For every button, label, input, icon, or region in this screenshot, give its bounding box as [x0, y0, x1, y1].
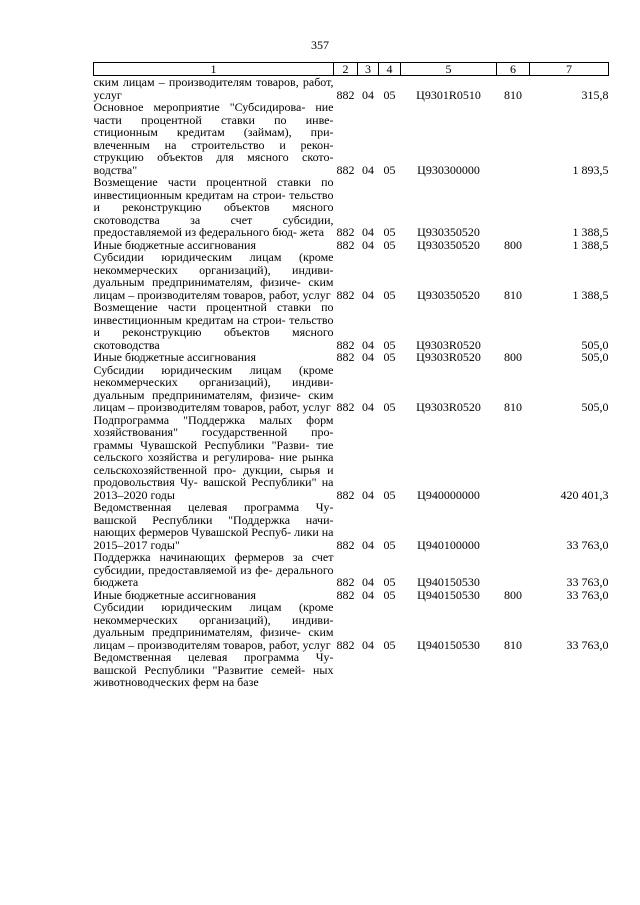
table-row: [94, 414, 609, 502]
target-article-code: Ц940150530: [417, 575, 480, 589]
expense-type-code: 800: [504, 587, 522, 602]
column-header: 6: [497, 63, 530, 76]
ministry-code: 882: [336, 87, 355, 102]
subsection-code: 05: [383, 287, 396, 302]
expense-type-code: [497, 501, 530, 551]
page-number: 357: [311, 38, 329, 52]
ministry-code: 882: [336, 637, 355, 652]
expense-type-code: 810: [504, 637, 522, 652]
expense-type-code: 810: [504, 400, 522, 414]
amount: 1 388,5: [572, 237, 609, 252]
expense-type-code: 800: [504, 237, 522, 252]
ministry-code: 882: [336, 237, 355, 252]
table-row: [94, 76, 609, 102]
section-code: 04: [362, 225, 374, 239]
target-article-code: Ц9303R0520: [416, 400, 481, 414]
row-description: Основное мероприятие "Субсидирова- ние части процентной ставки по инве- стиционным кредитам (займам), при- влеченным на строительство и рекон- струкцию объектов для мясного ското- водства": [93, 100, 334, 177]
column-header: 2: [334, 63, 358, 76]
subsection-code: 05: [383, 637, 396, 652]
table-row: [94, 101, 609, 176]
expense-type-code: [497, 101, 530, 176]
subsection-code: 05: [383, 350, 396, 364]
amount: 315,8: [581, 87, 609, 102]
target-article-code: Ц940150530: [417, 587, 480, 602]
expense-type-code: [497, 301, 530, 351]
amount: 33 763,0: [566, 537, 609, 552]
row-description: Субсидии юридическим лицам (кроме некоммерческих организаций), индиви- дуальным предпринимателям, физиче- ским лицам – производителям товаров, работ, услуг: [93, 250, 334, 302]
section-code: [358, 651, 379, 689]
amount: 1 893,5: [572, 162, 609, 177]
column-header: 5: [401, 63, 497, 76]
target-article-code: Ц940150530: [417, 637, 480, 652]
table-row: [94, 176, 609, 239]
expense-type-code: [497, 176, 530, 239]
section-code: 04: [362, 637, 374, 652]
section-code: 04: [362, 587, 374, 602]
section-code: 04: [362, 87, 374, 102]
target-article-code: Ц9303R0520: [416, 350, 481, 364]
amount: 505,0: [581, 350, 609, 364]
subsection-code: [379, 651, 401, 689]
section-code: 04: [362, 350, 374, 364]
row-description: Ведомственная целевая программа Чу- вашской Республики "Поддержка начи- нающих фермеров Чувашской Респуб- лики на 2015–2017 годы": [93, 500, 334, 552]
section-code: 04: [362, 337, 374, 352]
ministry-code: 882: [336, 575, 355, 589]
section-code: 04: [362, 537, 374, 552]
table-row: [94, 251, 609, 301]
expense-type-code: 810: [504, 87, 522, 102]
target-article-code: Ц930350520: [417, 225, 480, 239]
row-description: Субсидии юридическим лицам (кроме некоммерческих организаций), индиви- дуальным предпринимателям, физиче- ским лицам – производителям товаров, работ, услуг: [93, 600, 334, 652]
ministry-code: 882: [336, 337, 355, 352]
table-row: [94, 601, 609, 651]
target-article-code: Ц940000000: [417, 487, 480, 502]
target-article-code: Ц930350520: [417, 237, 480, 252]
subsection-code: 05: [383, 400, 396, 414]
amount: 420 401,3: [560, 487, 609, 502]
ministry-code: 882: [336, 587, 355, 602]
column-header: 1: [94, 63, 334, 76]
table-row: [94, 551, 609, 589]
section-code: 04: [362, 575, 374, 589]
expense-type-code: [497, 651, 530, 689]
amount: 33 763,0: [566, 637, 609, 652]
amount: [530, 651, 609, 689]
target-article-code: Ц9303R0520: [416, 337, 481, 352]
expense-type-code: 800: [504, 350, 522, 364]
row-description: Поддержка начинающих фермеров за счет субсидии, предоставляемой из фе- дерального бюджета: [93, 550, 334, 589]
section-code: 04: [362, 237, 374, 252]
amount: 505,0: [581, 400, 609, 414]
amount: 1 388,5: [572, 287, 609, 302]
table-body: [94, 76, 609, 689]
expense-type-code: [497, 414, 530, 502]
ministry-code: [334, 651, 358, 689]
table-row: [94, 351, 609, 364]
target-article-code: Ц930350520: [417, 287, 480, 302]
table-row: [94, 301, 609, 351]
column-header: 4: [379, 63, 401, 76]
table-row: [94, 364, 609, 414]
target-article-code: Ц930300000: [417, 162, 480, 177]
table-row: [94, 651, 609, 689]
subsection-code: 05: [383, 487, 396, 502]
row-description: Иные бюджетные ассигнования: [93, 237, 256, 252]
ministry-code: 882: [336, 225, 355, 239]
row-description: Субсидии юридическим лицам (кроме некоммерческих организаций), индиви- дуальным предпринимателям, физиче- ским лицам – производителям товаров, работ, услуг: [93, 362, 334, 414]
section-code: 04: [362, 400, 374, 414]
amount: 33 763,0: [566, 575, 609, 589]
expense-type-code: 810: [504, 287, 522, 302]
row-description: Иные бюджетные ассигнования: [93, 350, 256, 364]
row-description: Ведомственная целевая программа Чу- вашской Республики "Развитие семей- ных животноводческих ферм на базе: [93, 650, 334, 689]
amount: 33 763,0: [566, 587, 609, 602]
ministry-code: 882: [336, 287, 355, 302]
ministry-code: 882: [336, 162, 355, 177]
subsection-code: 05: [383, 337, 396, 352]
row-description: Иные бюджетные ассигнования: [93, 587, 256, 602]
target-article-code: [401, 651, 497, 689]
section-code: 04: [362, 162, 374, 177]
row-description: Возмещение части процентной ставки по инвестиционным кредитам на строи- тельство и реконструкцию объектов мясного скотоводства за счет субсидии, предоставляемой из федерального бюд- жета: [93, 175, 334, 239]
row-description: Возмещение части процентной ставки по инвестиционным кредитам на строи- тельство и реконструкцию объектов мясного скотоводства: [93, 300, 334, 352]
row-description: Подпрограмма "Поддержка малых форм хозяйствования" государственной про- граммы Чувашской Республики "Разви- тие сельского хозяйства и регулирова- ние рынка сельскохозяйственной про- дукции, сырья и продовольствия Чу- вашской Республики" на 2013–2020 годы: [93, 412, 334, 502]
subsection-code: 05: [383, 587, 396, 602]
budget-table: [93, 62, 609, 689]
table-row: [94, 501, 609, 551]
row-description: ским лицам – производителям товаров, работ, услуг: [93, 75, 334, 102]
subsection-code: 05: [383, 537, 396, 552]
subsection-code: 05: [383, 162, 396, 177]
header-row: [94, 63, 609, 76]
amount: 505,0: [581, 337, 609, 352]
subsection-code: 05: [383, 225, 396, 239]
column-header: 3: [358, 63, 379, 76]
expense-type-code: [497, 551, 530, 589]
section-code: 04: [362, 287, 374, 302]
subsection-code: 05: [383, 575, 396, 589]
section-code: 04: [362, 487, 374, 502]
ministry-code: 882: [336, 350, 355, 364]
ministry-code: 882: [336, 537, 355, 552]
target-article-code: Ц940100000: [417, 537, 480, 552]
subsection-code: 05: [383, 237, 396, 252]
subsection-code: 05: [383, 87, 396, 102]
target-article-code: Ц9301R0510: [416, 87, 481, 102]
ministry-code: 882: [336, 400, 355, 414]
amount: 1 388,5: [572, 225, 609, 239]
column-header: 7: [530, 63, 609, 76]
ministry-code: 882: [336, 487, 355, 502]
